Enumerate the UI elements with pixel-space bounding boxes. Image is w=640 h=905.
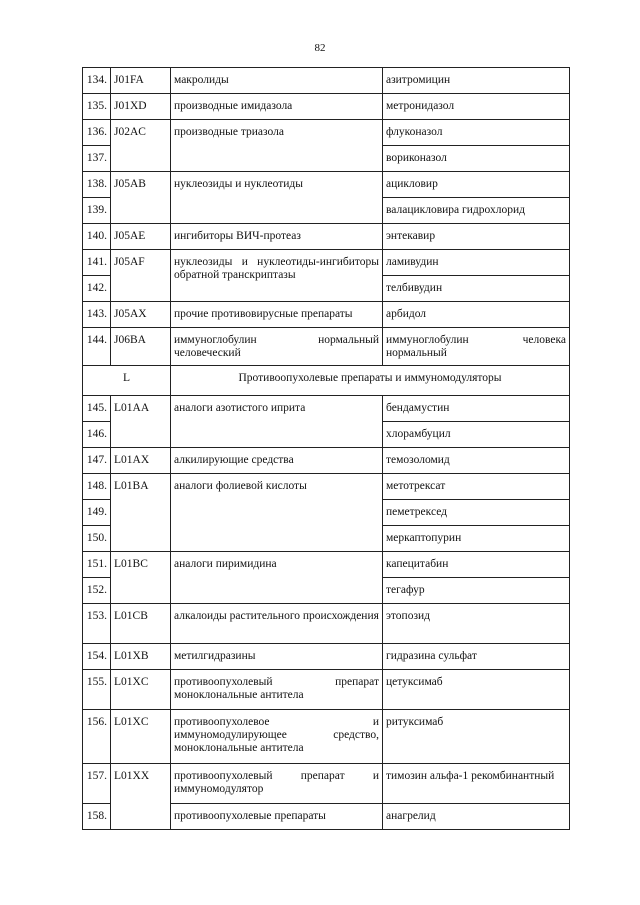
page-number: 82 [314, 42, 326, 54]
drug-name: этопозид [383, 604, 570, 644]
pharmacological-group: противоопухолевые препараты [171, 804, 383, 830]
section-title: Противоопухолевые препараты и иммуномодуляторы [171, 366, 570, 396]
drug-name: флуконазол [383, 120, 570, 146]
drug-name: пеметрексед [383, 500, 570, 526]
pharmacological-group: аналоги азотистого иприта [171, 396, 383, 448]
drug-name: телбивудин [383, 276, 570, 302]
table-row [83, 302, 570, 328]
drug-name: анагрелид [383, 804, 570, 830]
pharmacological-group: прочие противовирусные препараты [171, 302, 383, 328]
drug-name: бендамустин [383, 396, 570, 422]
row-number: 140. [83, 224, 111, 250]
drug-name: валацикловира гидрохлорид [383, 198, 570, 224]
atc-code: J05AX [111, 302, 171, 328]
row-number: 157. [83, 764, 111, 804]
atc-code: L01XX [111, 764, 171, 830]
drug-name: ритуксимаб [383, 710, 570, 764]
row-number: 156. [83, 710, 111, 764]
table-row [83, 552, 570, 578]
drug-name: энтекавир [383, 224, 570, 250]
drug-table [82, 67, 570, 830]
row-number: 144. [83, 328, 111, 366]
table-row [83, 172, 570, 198]
row-number: 142. [83, 276, 111, 302]
atc-code: J05AF [111, 250, 171, 302]
pharmacological-group: производные имидазола [171, 94, 383, 120]
row-number: 150. [83, 526, 111, 552]
row-number: 154. [83, 644, 111, 670]
row-number: 139. [83, 198, 111, 224]
row-number: 155. [83, 670, 111, 710]
drug-name: азитромицин [383, 68, 570, 94]
atc-code: L01AX [111, 448, 171, 474]
drug-name: гидразина сульфат [383, 644, 570, 670]
table-row [83, 670, 570, 710]
pharmacological-group: аналоги пиримидина [171, 552, 383, 604]
drug-name: ацикловир [383, 172, 570, 198]
row-number: 151. [83, 552, 111, 578]
atc-code: J05AE [111, 224, 171, 250]
table-row [83, 448, 570, 474]
drug-name: метотрексат [383, 474, 570, 500]
table-row [83, 604, 570, 644]
drug-name: цетуксимаб [383, 670, 570, 710]
atc-code: J01FA [111, 68, 171, 94]
atc-code: L01XC [111, 670, 171, 710]
pharmacological-group: алкилирующие средства [171, 448, 383, 474]
atc-code: J02AC [111, 120, 171, 172]
row-number: 147. [83, 448, 111, 474]
section-row [83, 366, 570, 396]
table-row [83, 68, 570, 94]
drug-name: метронидазол [383, 94, 570, 120]
drug-name: тегафур [383, 578, 570, 604]
drug-name: меркаптопурин [383, 526, 570, 552]
table-row [83, 764, 570, 804]
table-row [83, 120, 570, 146]
row-number: 153. [83, 604, 111, 644]
pharmacological-group: иммуноглобулин нормальный человеческий [171, 328, 383, 366]
drug-name: хлорамбуцил [383, 422, 570, 448]
drug-name: тимозин альфа-1 рекомбинантный [383, 764, 570, 804]
pharmacological-group: противоопухолевое и иммуномодулирующее средство, моноклональные антитела [171, 710, 383, 764]
atc-code: L01XC [111, 710, 171, 764]
pharmacological-group: алкалоиды растительного происхождения [171, 604, 383, 644]
drug-name: капецитабин [383, 552, 570, 578]
table-row [83, 710, 570, 764]
table-row [83, 94, 570, 120]
row-number: 136. [83, 120, 111, 146]
pharmacological-group: противоопухолевый препарат моноклональные антитела [171, 670, 383, 710]
atc-code: J06BA [111, 328, 171, 366]
pharmacological-group: нуклеозиды и нуклеотиды-ингибиторы обратной транскриптазы [171, 250, 383, 302]
atc-code: L01CB [111, 604, 171, 644]
atc-code: L01AA [111, 396, 171, 448]
row-number: 135. [83, 94, 111, 120]
pharmacological-group: аналоги фолиевой кислоты [171, 474, 383, 552]
drug-name: ламивудин [383, 250, 570, 276]
drug-name: вориконазол [383, 146, 570, 172]
atc-code: J05AB [111, 172, 171, 224]
table-row [83, 474, 570, 500]
pharmacological-group: противоопухолевый препарат и иммуномодулятор [171, 764, 383, 804]
pharmacological-group: производные триазола [171, 120, 383, 172]
atc-code: L01BA [111, 474, 171, 552]
pharmacological-group: нуклеозиды и нуклеотиды [171, 172, 383, 224]
table-row [83, 224, 570, 250]
atc-code: L01XB [111, 644, 171, 670]
pharmacological-group: ингибиторы ВИЧ-протеаз [171, 224, 383, 250]
row-number: 138. [83, 172, 111, 198]
row-number: 145. [83, 396, 111, 422]
row-number: 134. [83, 68, 111, 94]
row-number: 148. [83, 474, 111, 500]
atc-code: L01BC [111, 552, 171, 604]
pharmacological-group: метилгидразины [171, 644, 383, 670]
row-number: 141. [83, 250, 111, 276]
row-number: 143. [83, 302, 111, 328]
section-letter: L [83, 366, 171, 396]
table-row [83, 644, 570, 670]
row-number: 146. [83, 422, 111, 448]
table-row [83, 396, 570, 422]
drug-name: иммуноглобулин человека нормальный [383, 328, 570, 366]
row-number: 158. [83, 804, 111, 830]
row-number: 137. [83, 146, 111, 172]
table-row [83, 328, 570, 366]
row-number: 149. [83, 500, 111, 526]
drug-name: темозоломид [383, 448, 570, 474]
atc-code: J01XD [111, 94, 171, 120]
row-number: 152. [83, 578, 111, 604]
table-row [83, 250, 570, 276]
drug-name: арбидол [383, 302, 570, 328]
pharmacological-group: макролиды [171, 68, 383, 94]
